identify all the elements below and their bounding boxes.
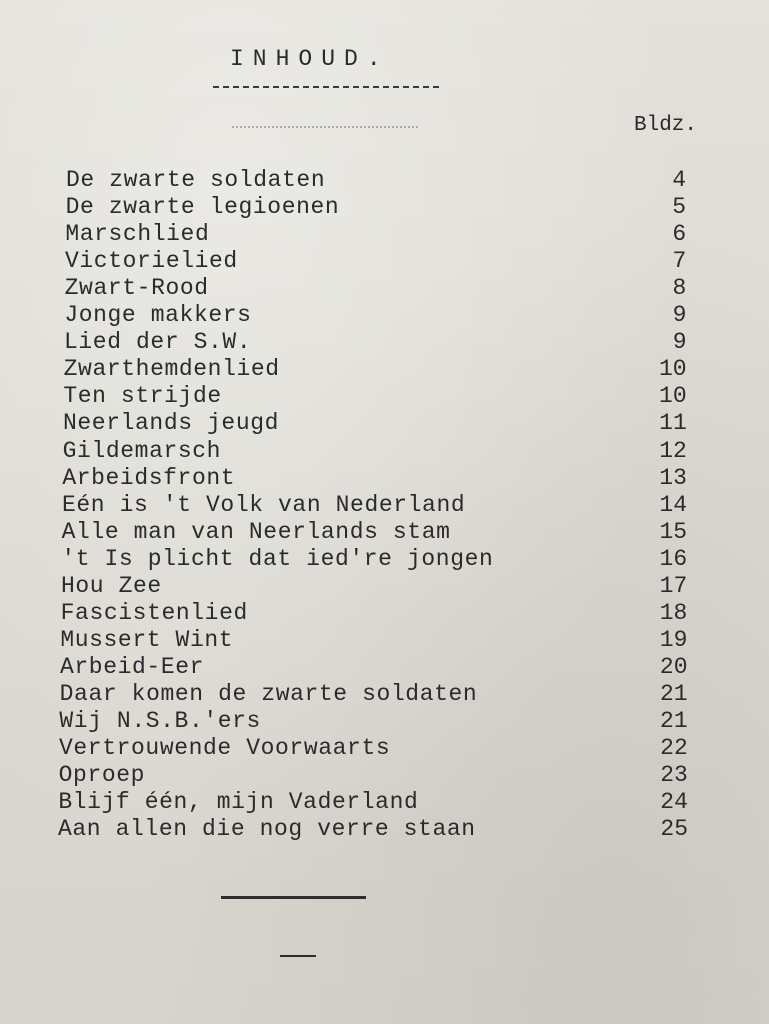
toc-entry-page-number: 5: [672, 194, 687, 221]
closing-rule: [221, 896, 366, 899]
toc-entry-title: Eén is 't Volk van Nederland: [62, 491, 466, 518]
toc-entry-title: De zwarte legioenen: [65, 194, 340, 221]
toc-entry-page-number: 6: [672, 221, 687, 248]
toc-entry-title: Zwarthemdenlied: [63, 356, 280, 383]
toc-entry-page-number: 11: [659, 410, 687, 437]
toc-entry-page-number: 25: [660, 816, 688, 843]
toc-entry: [0, 465, 769, 492]
toc-entry-page-number: 7: [672, 248, 687, 275]
toc-entry-title: Mussert Wint: [60, 626, 234, 653]
toc-entry-page-number: 21: [660, 708, 688, 734]
toc-entry: [0, 519, 769, 546]
toc-entry-page-number: 21: [659, 680, 688, 707]
toc-entry-page-number: 10: [658, 356, 687, 383]
toc-entry-title: Arbeid-Eer: [60, 653, 205, 680]
toc-entry-title: Arbeidsfront: [62, 464, 236, 491]
toc-entry-title: Ten strijde: [63, 383, 222, 410]
toc-entry: [0, 302, 769, 329]
toc-entry: [0, 492, 769, 519]
toc-entry-title: Aan allen die nog verre staan: [58, 816, 476, 843]
toc-entry-page-number: 15: [659, 518, 688, 545]
toc-entry-page-number: 23: [660, 762, 688, 789]
toc-entry-title: 't Is plicht dat ied're jongen: [61, 545, 494, 572]
toc-entry: [0, 600, 769, 627]
toc-entry-title: Wij N.S.B.'ers: [59, 708, 261, 734]
toc-entry: [0, 573, 769, 600]
toc-entry: [0, 248, 769, 275]
toc-entry-page-number: 18: [659, 599, 688, 626]
toc-entry-title: Fascistenlied: [60, 599, 248, 626]
toc-entry-title: Lied der S.W.: [64, 329, 252, 356]
toc-entry-page-number: 14: [659, 491, 687, 518]
toc-entry-page-number: 19: [659, 626, 688, 653]
toc-entry: [0, 194, 769, 221]
toc-entry-title: Hou Zee: [61, 572, 162, 599]
toc-entry: [0, 654, 769, 681]
toc-entry-title: Oproep: [58, 762, 146, 789]
toc-entry-page-number: 8: [672, 275, 687, 302]
toc-entry: [0, 789, 769, 816]
toc-entry: [0, 762, 769, 789]
toc-entry: [0, 275, 769, 302]
toc-entry-title: Jonge makkers: [64, 302, 252, 329]
toc-entry-page-number: 22: [660, 735, 688, 762]
toc-entry-title: Marschlied: [65, 221, 210, 248]
toc-entry-title: Gildemarsch: [62, 437, 222, 464]
toc-entry: [0, 816, 769, 843]
toc-entry-title: Alle man van Neerlands stam: [61, 518, 451, 545]
toc-entry-page-number: 17: [659, 572, 688, 599]
toc-entry: [0, 438, 769, 465]
toc-entry: [0, 167, 769, 194]
toc-entry: [0, 546, 769, 573]
toc-entry-title: De zwarte soldaten: [66, 167, 326, 193]
page-column-header: Bldz.: [634, 114, 698, 137]
toc-entry-page-number: 16: [659, 545, 688, 572]
toc-entry-page-number: 4: [672, 167, 686, 193]
toc-entry: [0, 329, 769, 356]
toc-entry-page-number: 24: [660, 789, 688, 816]
toc-entry: [0, 356, 769, 383]
toc-entry-title: Zwart-Rood: [64, 275, 209, 302]
toc-entry-page-number: 13: [659, 464, 687, 491]
closing-short-rule: [280, 955, 316, 957]
page-title: INHOUD.: [230, 46, 390, 72]
toc-entry-page-number: 9: [672, 329, 687, 356]
toc-entry-title: Victorielied: [65, 248, 238, 275]
toc-entry-page-number: 10: [659, 383, 687, 410]
toc-entry: [0, 708, 769, 735]
toc-entry-title: Neerlands jeugd: [63, 410, 280, 437]
toc-entry-title: Vertrouwende Voorwaarts: [59, 735, 391, 762]
toc-entry-page-number: 12: [659, 437, 687, 464]
toc-entry-title: Daar komen de zwarte soldaten: [59, 680, 478, 707]
toc-entry-page-number: 9: [672, 302, 687, 329]
toc-entry-page-number: 20: [659, 653, 688, 680]
toc-entry-title: Blijf één, mijn Vaderland: [58, 789, 419, 816]
toc-entry: [0, 681, 769, 708]
toc-entry: [0, 735, 769, 762]
toc-entry: [0, 627, 769, 654]
toc-entry: [0, 410, 769, 437]
toc-entry: [0, 221, 769, 248]
toc-entry: [0, 383, 769, 410]
